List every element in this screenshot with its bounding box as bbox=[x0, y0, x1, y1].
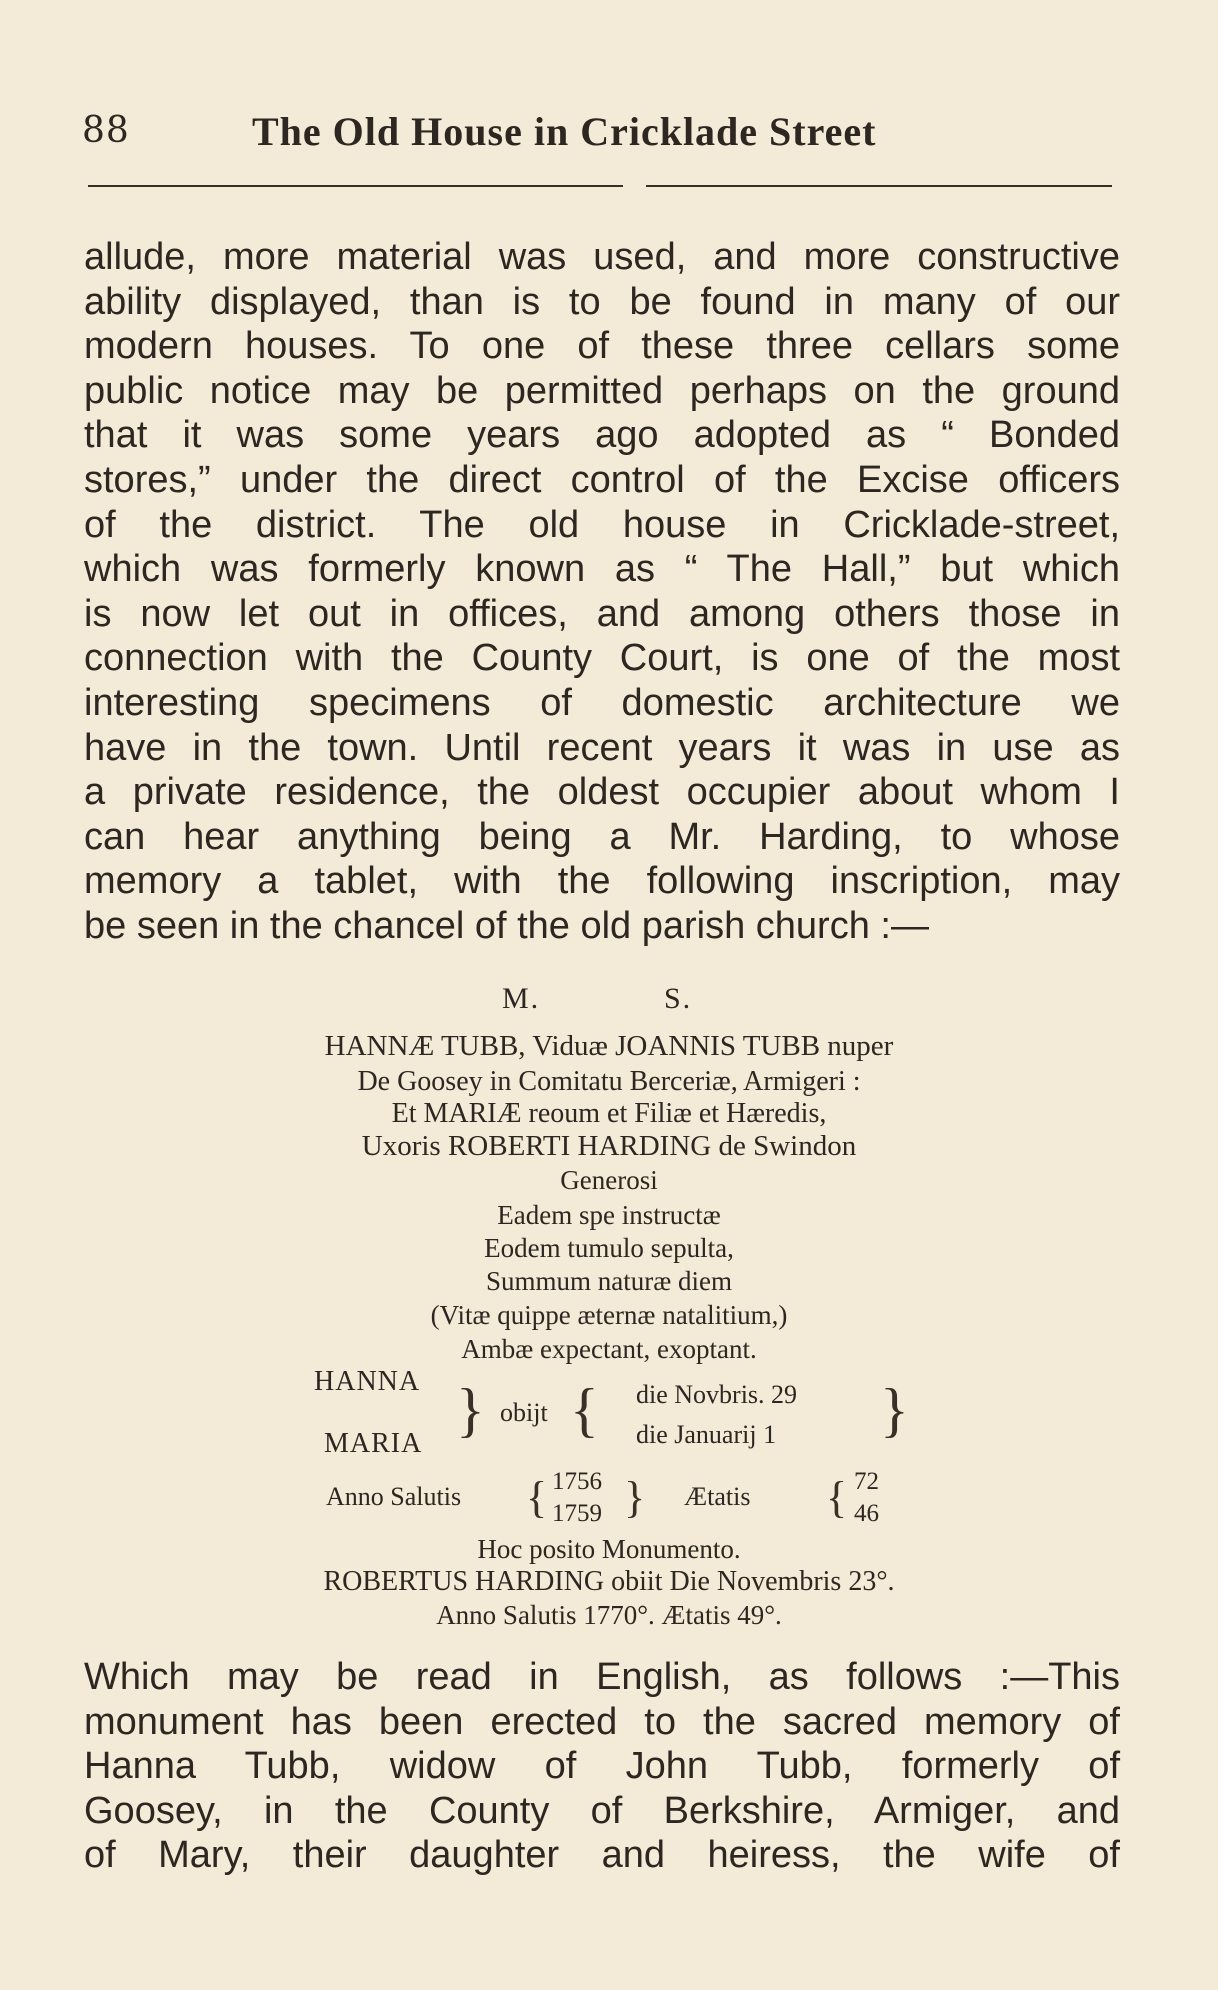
inscription-line: Generosi bbox=[560, 1165, 658, 1195]
obit-name-maria: MARIA bbox=[324, 1428, 423, 1459]
text-line: be seen in the chancel of the old parish church :— bbox=[84, 904, 929, 947]
obit-block bbox=[300, 1362, 920, 1472]
inscription-line: Uxoris ROBERTI HARDING de Swindon bbox=[361, 1130, 857, 1162]
inscription-line: Summum naturæ diem bbox=[486, 1266, 732, 1296]
anno-year-2: 1759 bbox=[552, 1500, 602, 1527]
text-line: memory a tablet, with the following inscription, may bbox=[84, 860, 1120, 903]
left-brace-icon: { bbox=[570, 1377, 599, 1443]
text-line: monument has been erected to the sacred memory of bbox=[84, 1700, 1120, 1743]
inscription-s: S. bbox=[664, 982, 693, 1015]
obit-date-1: die Novbris. 29 bbox=[636, 1380, 798, 1409]
anno-block bbox=[326, 1468, 946, 1538]
anno-age-1: 72 bbox=[854, 1468, 879, 1495]
header-rule-left bbox=[88, 185, 623, 187]
page-header bbox=[82, 110, 1122, 160]
inscription-m: M. bbox=[502, 982, 541, 1015]
inscription-line: Ambæ expectant, exoptant. bbox=[461, 1334, 757, 1364]
inscription-line: HANNÆ TUBB, Viduæ JOANNIS TUBB nuper bbox=[324, 1030, 894, 1062]
text-line: modern houses. To one of these three cellars some bbox=[84, 325, 1120, 368]
anno-year-1: 1756 bbox=[552, 1468, 602, 1495]
obit-obijt: obijt bbox=[500, 1398, 548, 1427]
text-line: allude, more material was used, and more constructive bbox=[84, 236, 1120, 278]
text-line: that it was some years ago adopted as “ Bonded bbox=[84, 414, 1120, 457]
anno-aetatis: Ætatis bbox=[684, 1482, 751, 1511]
inscription-line: Et MARIÆ reoum et Filiæ et Hæredis, bbox=[391, 1098, 827, 1129]
inscription-closing-line: Hoc posito Monumento. bbox=[477, 1534, 741, 1564]
anno-age-2: 46 bbox=[854, 1500, 879, 1527]
inscription-line: De Goosey in Comitatu Berceriæ, Armigeri : bbox=[357, 1066, 861, 1097]
inscription-line: (Vitæ quippe æternæ natalitium,) bbox=[430, 1300, 788, 1330]
text-line: Which may be read in English, as follows :—This bbox=[84, 1656, 1120, 1698]
left-brace-icon: { bbox=[826, 1473, 848, 1522]
page-number: 88 bbox=[82, 110, 130, 151]
text-line: Goosey, in the County of Berkshire, Armiger, and bbox=[84, 1789, 1120, 1832]
text-line: public notice may be permitted perhaps on the ground bbox=[84, 369, 1120, 412]
obit-name-hanna: HANNA bbox=[314, 1366, 421, 1397]
text-line: which was formerly known as “ The Hall,” but which bbox=[84, 548, 1120, 591]
inscription-closing-line: Anno Salutis 1770°. Ætatis 49°. bbox=[436, 1600, 782, 1630]
obit-date-2: die Januarij 1 bbox=[636, 1420, 777, 1449]
right-brace-icon: } bbox=[880, 1377, 909, 1443]
text-line: a private residence, the oldest occupier about whom I bbox=[84, 771, 1120, 814]
text-line: interesting specimens of domestic architecture we bbox=[84, 681, 1120, 724]
inscription-closing-line: ROBERTUS HARDING obiit Die Novembris 23°. bbox=[323, 1566, 895, 1597]
text-line: Hanna Tubb, widow of John Tubb, formerly of bbox=[84, 1745, 1120, 1788]
anno-label: Anno Salutis bbox=[326, 1482, 462, 1511]
text-line: is now let out in offices, and among others those in bbox=[84, 592, 1120, 635]
text-line: stores,” under the direct control of the Excise officers bbox=[84, 458, 1120, 501]
right-brace-icon: } bbox=[624, 1473, 646, 1522]
text-line: ability displayed, than is to be found in many of our bbox=[84, 280, 1120, 323]
body-paragraph-2 bbox=[84, 1655, 1120, 1878]
text-line: connection with the County Court, is one of the most bbox=[84, 637, 1120, 680]
running-title: The Old House in Cricklade Street bbox=[252, 109, 877, 154]
text-line: of Mary, their daughter and heiress, the wife of bbox=[84, 1834, 1120, 1877]
inscription-line: Eodem tumulo sepulta, bbox=[484, 1233, 734, 1263]
text-line: can hear anything being a Mr. Harding, to whose bbox=[84, 815, 1120, 858]
header-rule-right bbox=[646, 185, 1112, 187]
text-line: have in the town. Until recent years it was in use as bbox=[84, 726, 1120, 769]
body-paragraph-1 bbox=[84, 235, 1120, 949]
text-line: of the district. The old house in Cricklade-street, bbox=[84, 503, 1120, 546]
inscription-line: Eadem spe instructæ bbox=[497, 1200, 721, 1230]
right-brace-icon: } bbox=[456, 1377, 485, 1443]
left-brace-icon: { bbox=[526, 1473, 548, 1522]
